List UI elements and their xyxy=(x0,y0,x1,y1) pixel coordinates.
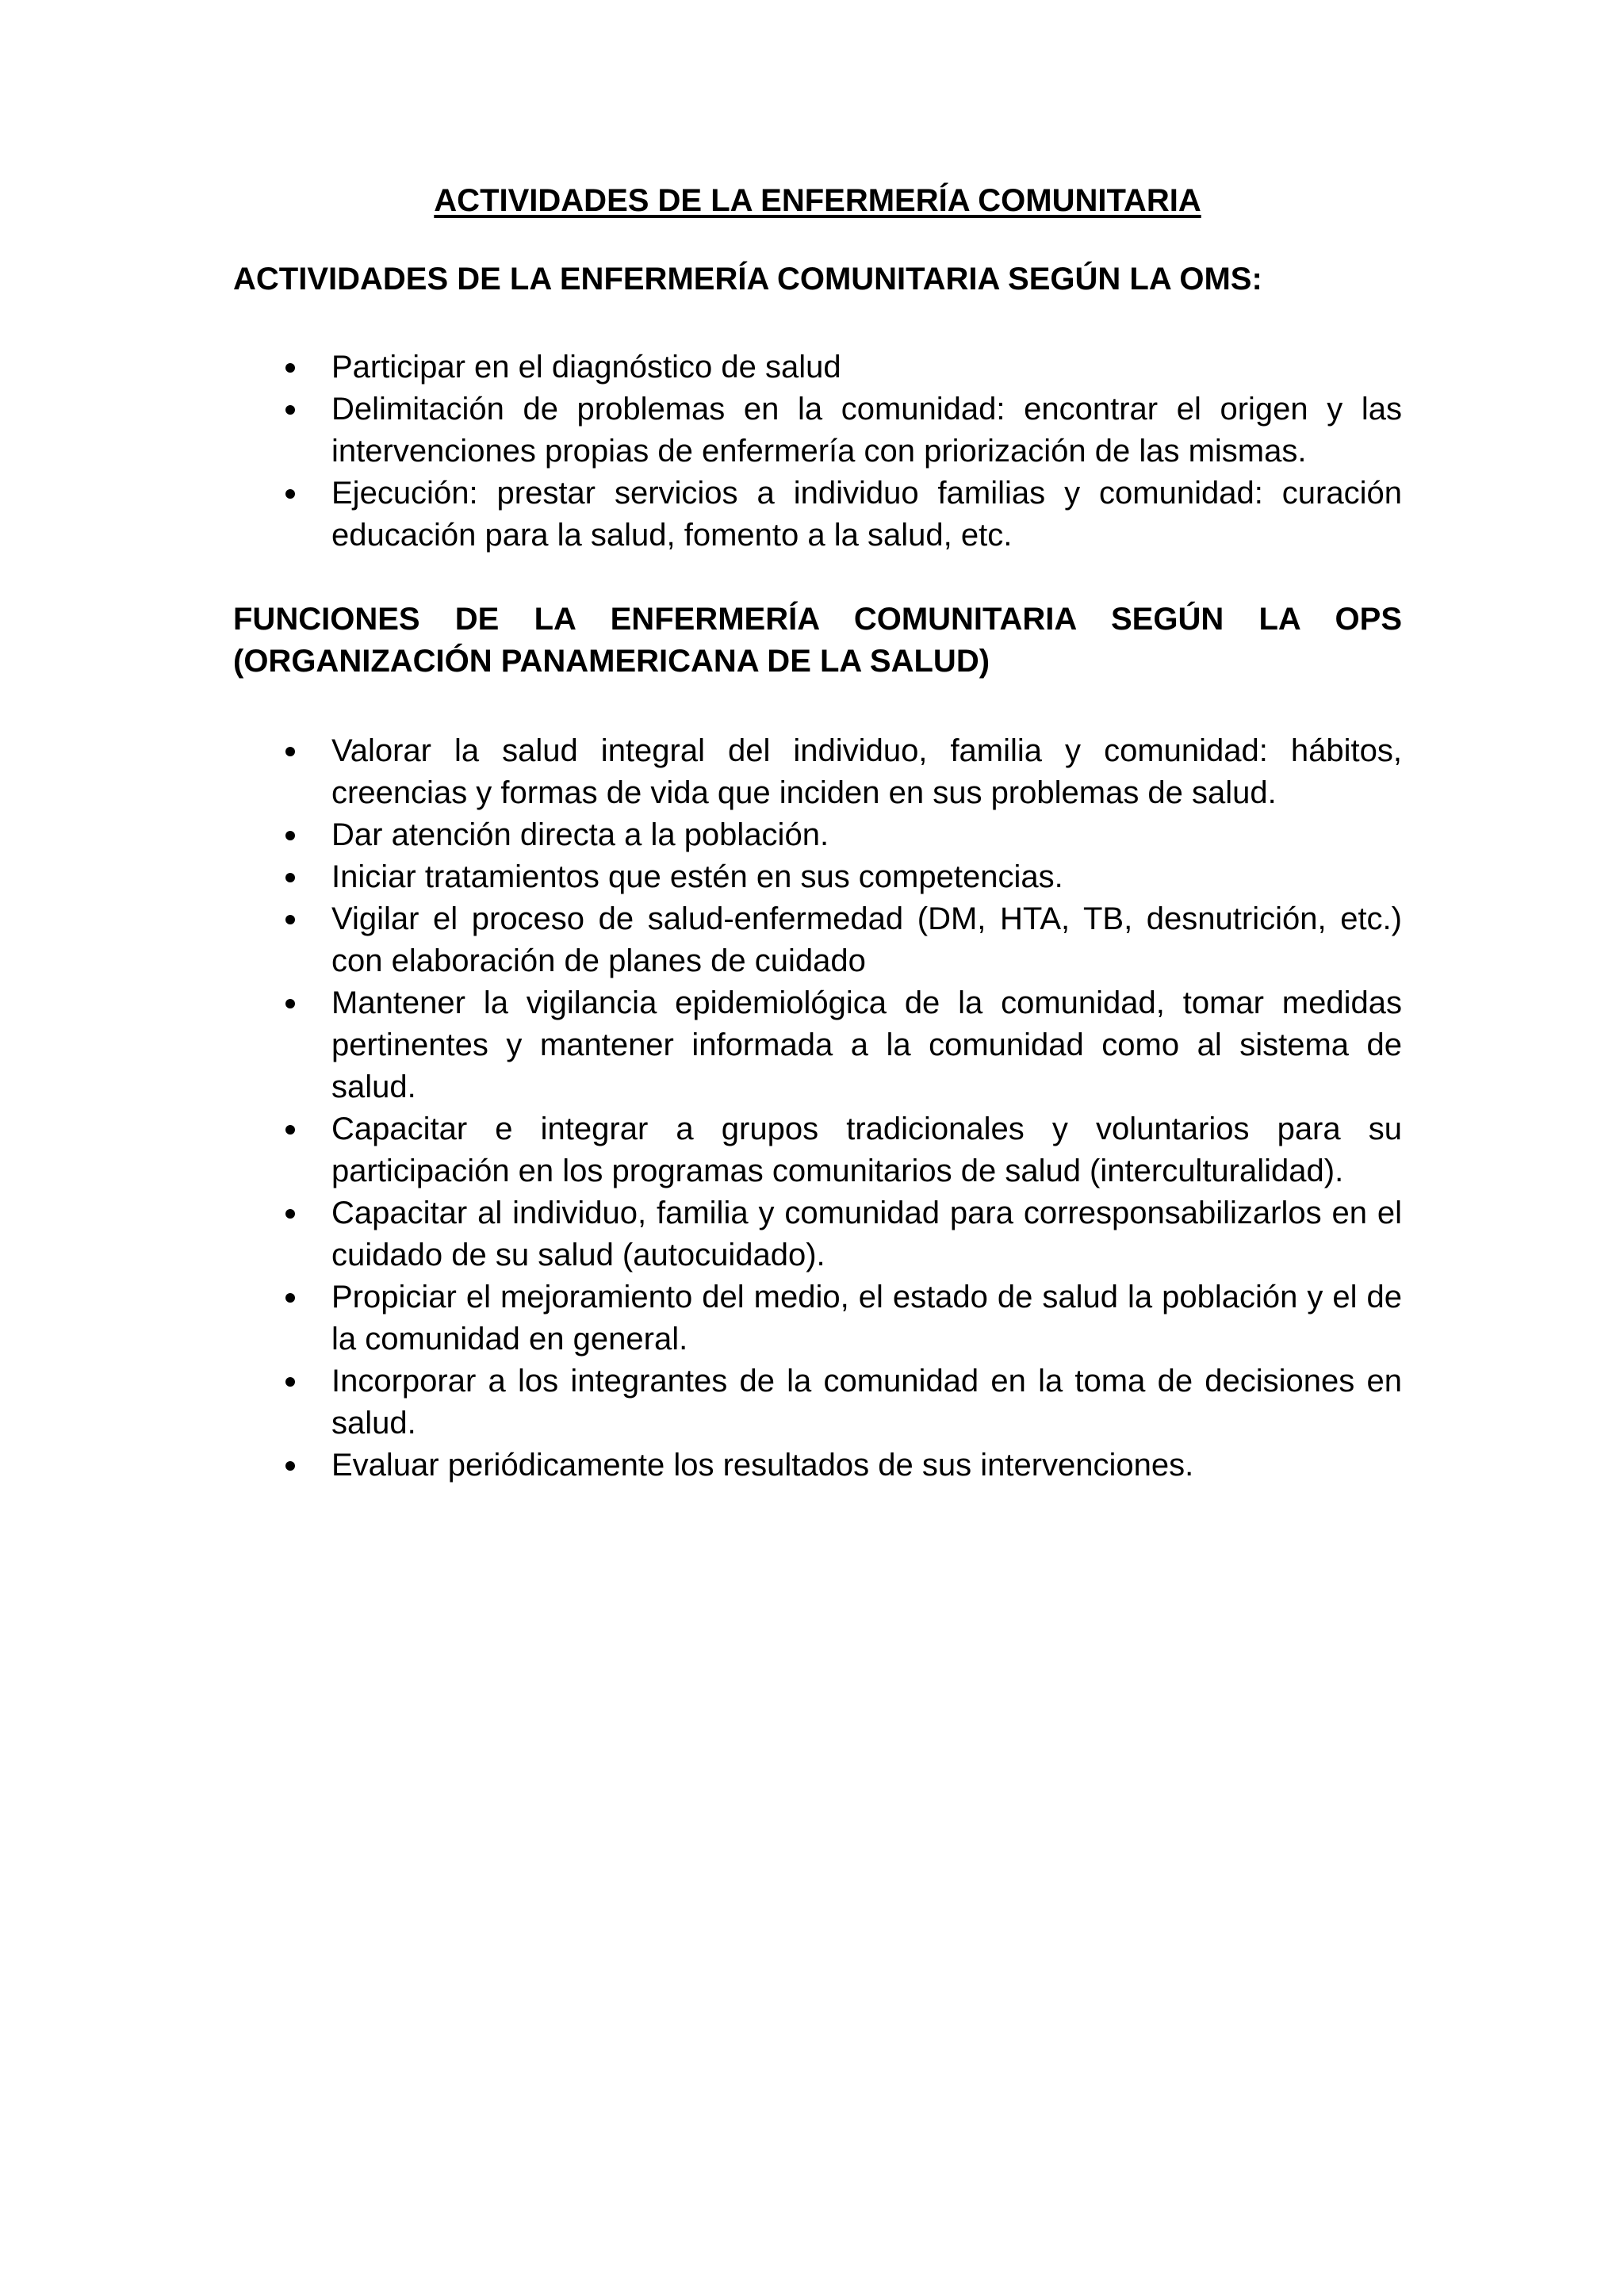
bullet-list-ops xyxy=(233,730,1402,1487)
list-item xyxy=(233,814,1402,856)
list-item xyxy=(233,1192,1402,1276)
bullet-icon xyxy=(285,747,295,756)
list-item xyxy=(233,346,1402,388)
list-item xyxy=(233,982,1402,1108)
list-item-text: Participar en el diagnóstico de salud xyxy=(331,350,841,385)
bullet-icon xyxy=(285,489,295,499)
list-item-text: Ejecución: prestar servicios a individuo familias y comunidad: curación educación para la salud, fomento a la salud, etc. xyxy=(331,476,1402,553)
list-item-text: Capacitar al individuo, familia y comunidad para corresponsabilizarlos en el cuidado de su salud (autocuidado). xyxy=(331,1196,1402,1272)
list-item xyxy=(233,473,1402,557)
list-item-text: Mantener la vigilancia epidemiológica de la comunidad, tomar medidas pertinentes y mantener informada a la comunidad como al sistema de salud. xyxy=(331,985,1402,1104)
document-title: ACTIVIDADES DE LA ENFERMERÍA COMUNITARIA xyxy=(434,183,1201,218)
list-item-text: Valorar la salud integral del individuo, familia y comunidad: hábitos, creencias y formas de vida que inciden en sus problemas de salud. xyxy=(331,733,1402,810)
list-item-text: Capacitar e integrar a grupos tradicionales y voluntarios para su participación en los programas comunitarios de salud (interculturalidad). xyxy=(331,1112,1402,1188)
list-item xyxy=(233,1108,1402,1192)
section-heading-oms: ACTIVIDADES DE LA ENFERMERÍA COMUNITARIA SEGÚN LA OMS: xyxy=(233,262,1262,297)
list-item-text: Propiciar el mejoramiento del medio, el estado de salud la población y el de la comunidad en general. xyxy=(331,1280,1402,1357)
list-item-text: Delimitación de problemas en la comunidad: encontrar el origen y las intervenciones propias de enfermería con priorización de las mismas. xyxy=(331,392,1402,469)
list-item-text: Evaluar periódicamente los resultados de sus intervenciones. xyxy=(331,1448,1194,1483)
list-item xyxy=(233,1360,1402,1445)
list-item xyxy=(233,856,1402,898)
list-item-text: Dar atención directa a la población. xyxy=(331,817,829,852)
bullet-icon xyxy=(285,999,295,1008)
bullet-icon xyxy=(285,1293,295,1303)
bullet-list-oms xyxy=(233,346,1402,557)
list-item xyxy=(233,1276,1402,1360)
list-item xyxy=(233,388,1402,473)
list-item xyxy=(233,1445,1402,1487)
bullet-icon xyxy=(285,1125,295,1135)
list-item xyxy=(233,898,1402,982)
document-content xyxy=(233,181,1402,1487)
bullet-icon xyxy=(285,1377,295,1387)
bullet-icon xyxy=(285,915,295,924)
bullet-icon xyxy=(285,873,295,882)
bullet-icon xyxy=(285,1209,295,1219)
list-item-text: Vigilar el proceso de salud-enfermedad (DM, HTA, TB, desnutrición, etc.) con elaboración de planes de cuidado xyxy=(331,901,1402,978)
bullet-icon xyxy=(285,831,295,840)
list-item xyxy=(233,730,1402,814)
bullet-icon xyxy=(285,363,295,373)
list-item-text: Iniciar tratamientos que estén en sus competencias. xyxy=(331,859,1063,894)
bullet-icon xyxy=(285,1461,295,1471)
bullet-icon xyxy=(285,405,295,415)
list-item-text: Incorporar a los integrantes de la comunidad en la toma de decisiones en salud. xyxy=(331,1364,1402,1441)
section-heading-ops: FUNCIONES DE LA ENFERMERÍA COMUNITARIA SEGÚN LA OPS (ORGANIZACIÓN PANAMERICANA DE LA SALUD) xyxy=(233,602,1402,679)
